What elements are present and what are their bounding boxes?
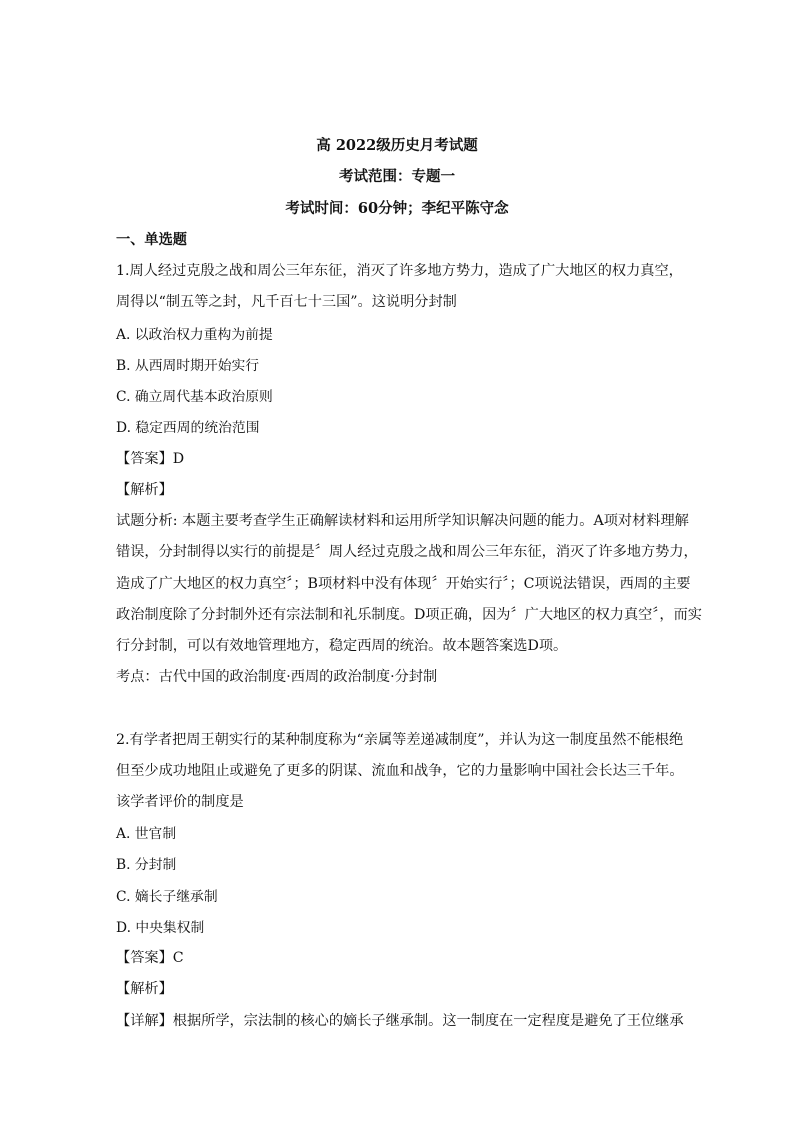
q2-analysis-label: 【解析】 bbox=[116, 981, 173, 997]
q2-stem-line-2: 但至少成功地阻止或避免了更多的阴谋、流血和战争，它的力量影响中国社会长达三千年。 bbox=[116, 763, 684, 779]
q2-option-a: A. 世官制 bbox=[116, 826, 177, 842]
q1-answer: 【答案】D bbox=[116, 451, 185, 467]
exam-scope: 考试范围：专题一 bbox=[339, 168, 455, 185]
q2-answer: 【答案】C bbox=[116, 950, 184, 966]
q1-kaodian: 考点：古代中国的政治制度·西周的政治制度·分封制 bbox=[116, 669, 438, 685]
exam-title: 高 2022级历史月考试题 bbox=[316, 137, 478, 154]
q1-stem-line-2: 周得以“制五等之封，凡千百七十三国”。这说明分封制 bbox=[116, 294, 457, 310]
q1-analysis-line-1: 试题分析: 本题主要考查学生正确解读材料和运用所学知识解决问题的能力。A项对材料理解 bbox=[116, 513, 689, 529]
q1-analysis-line-4: 政治制度除了分封制外还有宗法制和礼乐制度。D项正确，因为〞广大地区的权力真空〞，而实 bbox=[116, 607, 702, 623]
q2-option-d: D. 中央集权制 bbox=[116, 920, 205, 936]
section-heading: 一、单选题 bbox=[116, 232, 187, 248]
q1-option-b: B. 从西周时期开始实行 bbox=[116, 358, 260, 374]
q1-analysis-label: 【解析】 bbox=[116, 482, 173, 498]
q2-option-c: C. 嫡长子继承制 bbox=[116, 889, 218, 905]
q2-option-b: B. 分封制 bbox=[116, 857, 177, 873]
q1-option-c: C. 确立周代基本政治原则 bbox=[116, 389, 273, 405]
q2-stem-line-1: 2.有学者把周王朝实行的某种制度称为“亲属等差递减制度”，并认为这一制度虽然不能根绝 bbox=[116, 732, 684, 748]
q2-stem-line-3: 该学者评价的制度是 bbox=[116, 794, 244, 810]
q1-option-a: A. 以政治权力重构为前提 bbox=[116, 327, 273, 343]
q2-detail: 【详解】根据所学，宗法制的核心的嫡长子继承制。这一制度在一定程度是避免了王位继承 bbox=[116, 1013, 684, 1029]
q1-analysis-line-5: 行分封制，可以有效地管理地方，稳定西周的统治。故本题答案选D项。 bbox=[116, 638, 568, 654]
q1-analysis-line-2: 错误，分封制得以实行的前提是〞周人经过克殷之战和周公三年东征，消灭了许多地方势力， bbox=[116, 544, 698, 560]
q1-analysis-line-3: 造成了广大地区的权力真空〞；B项材料中没有体现〞开始实行〞；C项说法错误，西周的主要 bbox=[116, 576, 691, 592]
q1-stem-line-1: 1.周人经过克殷之战和周公三年东征，消灭了许多地方势力，造成了广大地区的权力真空， bbox=[116, 263, 683, 279]
q1-option-d: D. 稳定西周的统治范围 bbox=[116, 420, 260, 436]
exam-time: 考试时间：60分钟；李纪平陈守念 bbox=[285, 200, 509, 217]
